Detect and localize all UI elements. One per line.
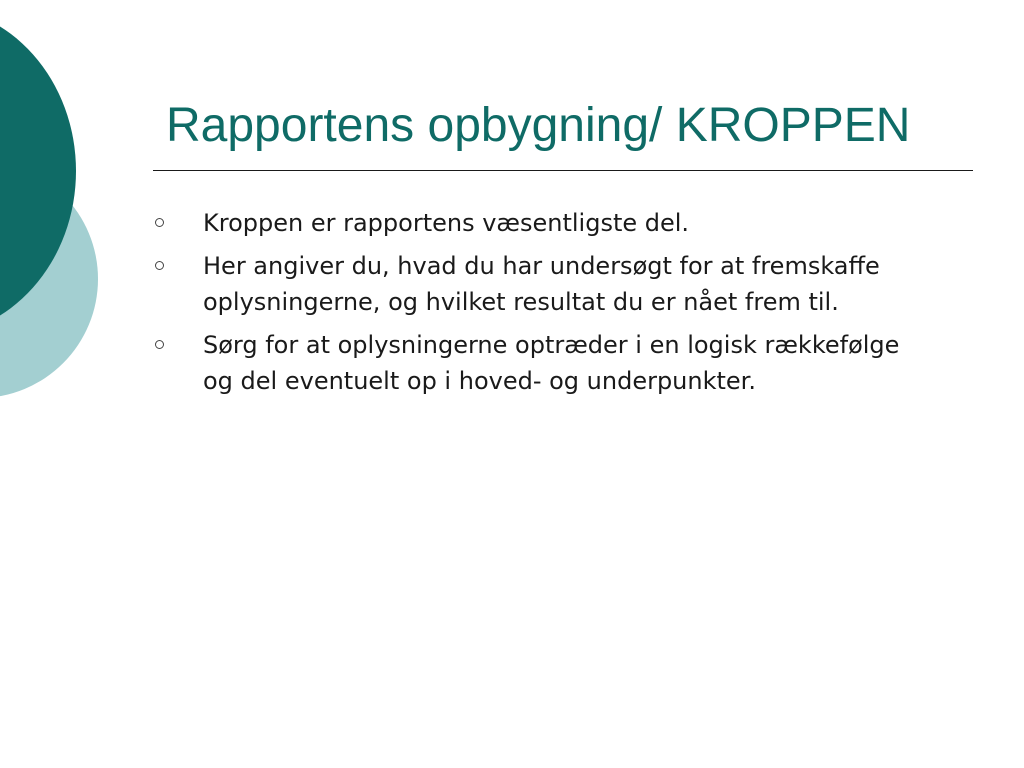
title-divider [153,170,973,171]
circle-bullet-icon [155,261,164,270]
bullet-list [150,205,930,406]
slide-title: Rapportens opbygning/ KROPPEN [166,99,911,152]
bullet-item [150,248,930,320]
bullet-text: Sørg for at oplysningerne optræder i en logisk rækkefølge og del eventuelt op i hoved- og underpunkter. [203,331,900,395]
bullet-text: Her angiver du, hvad du har undersøgt for at fremskaffe oplysningerne, og hvilket resultat du er nået frem til. [203,252,880,316]
circle-bullet-icon [155,340,164,349]
circle-bullet-icon [155,218,164,227]
bullet-text: Kroppen er rapportens væsentligste del. [203,209,690,237]
bullet-item [150,205,930,241]
bullet-item [150,327,930,399]
